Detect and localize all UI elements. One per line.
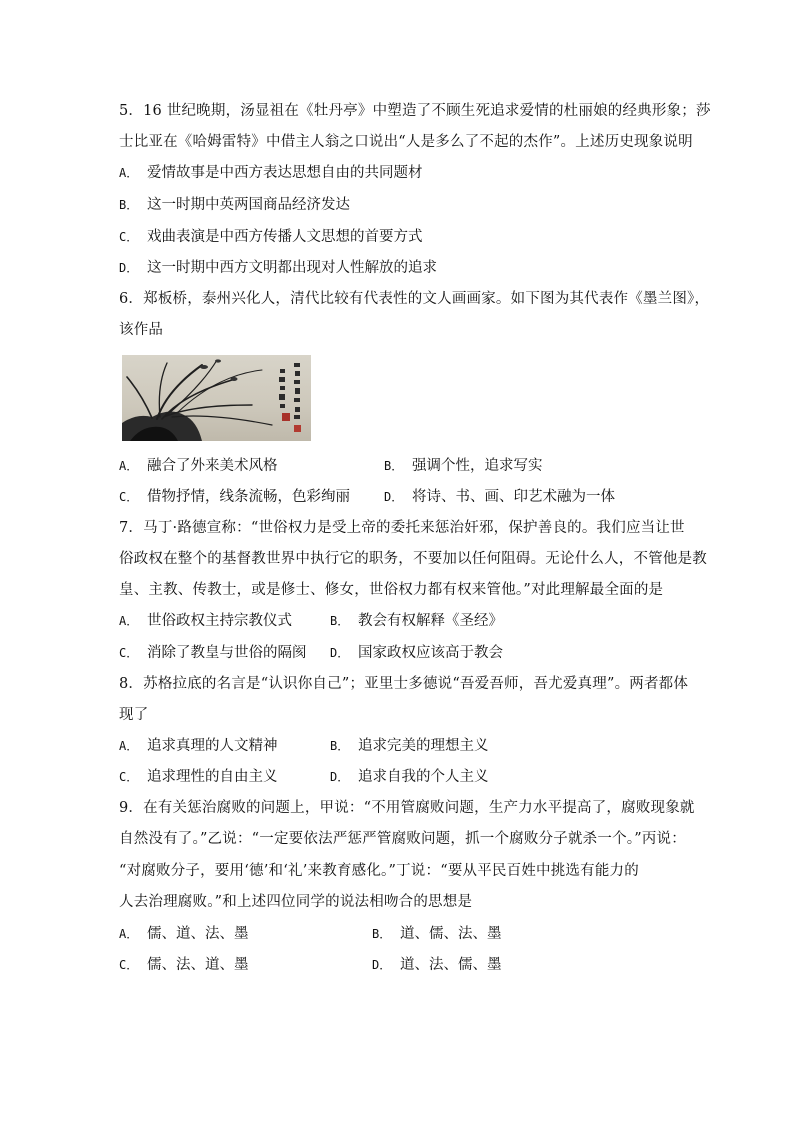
option-text: 爱情故事是中西方表达思想自由的共同题材: [147, 165, 423, 181]
option-text: 追求真理的人文精神: [147, 738, 278, 754]
option-text: 戏曲表演是中西方传播人文思想的首要方式: [147, 229, 423, 245]
q5-option-c[interactable]: [119, 227, 423, 247]
option-label: B．: [119, 198, 139, 212]
q6-option-a[interactable]: [119, 456, 278, 476]
option-label: D．: [330, 646, 350, 660]
option-text: 世俗政权主持宗教仪式: [147, 613, 292, 629]
q6-stem-line-1: 6．郑板桥，泰州兴化人，清代比较有代表性的文人画画家。如下图为其代表作《墨兰图》，: [119, 291, 710, 307]
q9-option-c[interactable]: [119, 955, 249, 975]
q6-option-b[interactable]: [384, 456, 543, 476]
option-text: 追求自我的个人主义: [358, 769, 489, 785]
option-text: 这一时期中英两国商品经济发达: [147, 197, 350, 213]
option-label: B．: [330, 739, 350, 753]
q7-option-b[interactable]: [330, 611, 503, 631]
q6-stem-line-2: 该作品: [119, 322, 164, 338]
q9-option-b[interactable]: [372, 924, 502, 944]
q9-stem-line-4: 人去治理腐败。”和上述四位同学的说法相吻合的思想是: [119, 894, 473, 910]
q7-option-c[interactable]: [119, 643, 307, 663]
option-label: A．: [119, 614, 139, 628]
option-text: 消除了教皇与世俗的隔阂: [147, 645, 307, 661]
option-label: A．: [119, 166, 139, 180]
option-text: 追求理性的自由主义: [147, 769, 278, 785]
option-text: 国家政权应该高于教会: [358, 645, 503, 661]
q7-option-d[interactable]: [330, 643, 503, 663]
q7-option-a[interactable]: [119, 611, 292, 631]
option-text: 这一时期中西方文明都出现对人性解放的追求: [147, 260, 437, 276]
q9-option-d[interactable]: [372, 955, 502, 975]
option-label: B．: [330, 614, 350, 628]
q5-stem-line-1: 5．16 世纪晚期，汤显祖在《牡丹亭》中塑造了不顾生死追求爱情的杜丽娘的经典形象；莎: [119, 103, 711, 119]
option-label: C．: [119, 646, 139, 660]
option-label: A．: [119, 459, 139, 473]
q5-option-d[interactable]: [119, 258, 437, 278]
q7-stem-line-1: 7．马丁·路德宣称：“世俗权力是受上帝的委托来惩治奸邪，保护善良的。我们应当让世: [119, 520, 685, 536]
q9-stem-line-2: 自然没有了。”乙说：“一定要依法严惩严管腐败问题，抓一个腐败分子就杀一个。”丙说：: [119, 831, 686, 847]
option-text: 追求完美的理想主义: [358, 738, 489, 754]
q5-option-b[interactable]: [119, 195, 350, 215]
q7-stem-line-2: 俗政权在整个的基督教世界中执行它的职务，不要加以任何阻碍。无论什么人，不管他是教: [119, 551, 707, 567]
q6-option-c[interactable]: [119, 487, 350, 507]
q5-stem-line-2: 士比亚在《哈姆雷特》中借主人翁之口说出“人是多么了不起的杰作”。上述历史现象说明: [119, 134, 693, 150]
option-text: 融合了外来美术风格: [147, 458, 278, 474]
q5-option-a[interactable]: [119, 163, 423, 183]
option-label: C．: [119, 770, 139, 784]
q6-option-d[interactable]: [384, 487, 615, 507]
q8-option-c[interactable]: [119, 767, 278, 787]
option-text: 道、法、儒、墨: [400, 957, 502, 973]
q9-option-a[interactable]: [119, 924, 249, 944]
option-label: D．: [384, 490, 404, 504]
option-text: 教会有权解释《圣经》: [358, 613, 503, 629]
q8-option-a[interactable]: [119, 736, 278, 756]
option-text: 儒、法、道、墨: [147, 957, 249, 973]
option-label: D．: [372, 958, 392, 972]
q8-stem-line-1: 8．苏格拉底的名言是“认识你自己”；亚里士多德说“吾爱吾师，吾尤爱真理”。两者都体: [119, 676, 689, 692]
q9-stem-line-1: 9．在有关惩治腐败的问题上，甲说：“不用管腐败问题，生产力水平提高了，腐败现象就: [119, 800, 695, 816]
option-label: A．: [119, 739, 139, 753]
option-label: C．: [119, 230, 139, 244]
option-label: C．: [119, 958, 139, 972]
q7-stem-line-3: 皇、主教、传教士，或是修士、修女，世俗权力都有权来管他。”对此理解最全面的是: [119, 582, 664, 598]
option-text: 强调个性，追求写实: [412, 458, 543, 474]
option-text: 借物抒情，线条流畅，色彩绚丽: [147, 489, 350, 505]
q8-option-b[interactable]: [330, 736, 489, 756]
option-label: A．: [119, 927, 139, 941]
orchid-painting-image: [122, 355, 311, 441]
q8-option-d[interactable]: [330, 767, 489, 787]
option-text: 道、儒、法、墨: [400, 926, 502, 942]
option-label: B．: [384, 459, 404, 473]
option-label: D．: [330, 770, 350, 784]
option-text: 儒、道、法、墨: [147, 926, 249, 942]
q9-stem-line-3: “对腐败分子，要用‘德’和‘礼’来教育感化。”丁说：“要从平民百姓中挑选有能力的: [119, 863, 639, 879]
option-label: D．: [119, 261, 139, 275]
option-text: 将诗、书、画、印艺术融为一体: [412, 489, 615, 505]
option-label: B．: [372, 927, 392, 941]
q8-stem-line-2: 现了: [119, 707, 149, 723]
option-label: C．: [119, 490, 139, 504]
